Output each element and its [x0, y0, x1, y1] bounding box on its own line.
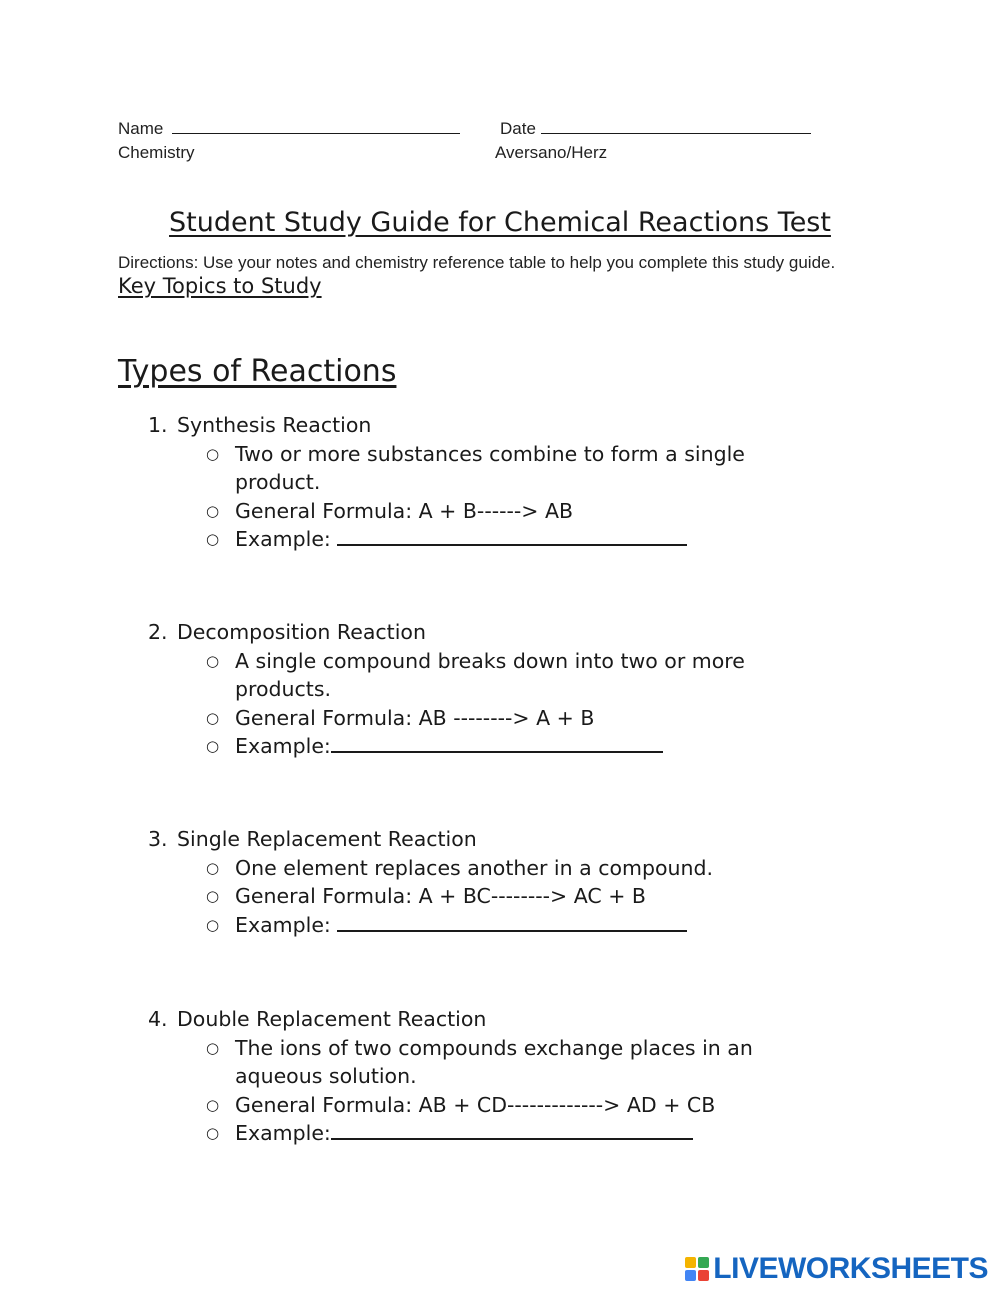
date-blank-line[interactable] [541, 119, 811, 134]
circle-bullet-icon: ○ [206, 1095, 220, 1114]
reaction-title: Double Replacement Reaction [177, 1007, 487, 1031]
bullet-item [206, 704, 848, 733]
bullet-item [206, 854, 848, 883]
bullet-item [206, 882, 848, 911]
circle-bullet-icon: ○ [206, 530, 220, 548]
bullet-item [206, 1091, 848, 1120]
date-label: Date [500, 119, 536, 138]
reaction-item [148, 1005, 848, 1148]
example-label: Example: [235, 1121, 331, 1145]
page-title: Student Study Guide for Chemical Reactions Test [169, 207, 831, 238]
logo-text: LIVEWORKSHEETS [713, 1252, 988, 1285]
bullet-item [206, 525, 848, 554]
bullet-item [206, 497, 848, 526]
example-answer-blank[interactable] [337, 525, 687, 546]
description-line: The ions of two compounds exchange places in an [235, 1035, 753, 1060]
description-line: A single compound breaks down into two or more [235, 648, 745, 673]
general-formula: General Formula: A + B------> AB [235, 498, 574, 523]
bullet-item [206, 647, 848, 704]
bullet-item [206, 440, 848, 497]
example-answer-blank[interactable] [331, 1119, 693, 1140]
reaction-number: 3. [148, 827, 168, 851]
name-label: Name [118, 119, 164, 138]
circle-bullet-icon: ○ [206, 737, 220, 755]
example-answer-blank[interactable] [331, 732, 663, 753]
description-line: aqueous solution. [235, 1064, 417, 1088]
name-field [118, 119, 460, 139]
circle-bullet-icon: ○ [206, 651, 220, 670]
reaction-title: Decomposition Reaction [177, 620, 426, 644]
example-answer-blank[interactable] [337, 911, 687, 932]
reaction-item [148, 825, 848, 939]
description-line: products. [235, 677, 332, 701]
teachers-label: Aversano/Herz [495, 143, 608, 162]
circle-bullet-icon: ○ [206, 887, 220, 905]
liveworksheets-mark-icon [685, 1257, 709, 1281]
reaction-item [148, 618, 848, 761]
circle-bullet-icon: ○ [206, 858, 220, 877]
key-topics-heading: Key Topics to Study [118, 274, 322, 298]
description-line: Two or more substances combine to form a single [235, 441, 745, 466]
liveworksheets-logo [685, 1252, 988, 1286]
date-field [500, 119, 811, 139]
example-label: Example: [235, 734, 331, 758]
circle-bullet-icon: ○ [206, 915, 220, 934]
bullet-item [206, 1119, 848, 1148]
bullet-item [206, 732, 848, 761]
general-formula: General Formula: A + BC--------> AC + B [235, 884, 646, 908]
bullet-item [206, 911, 848, 940]
example-label: Example: [235, 912, 338, 937]
general-formula: General Formula: AB + CD-------------> AD + CB [235, 1092, 716, 1117]
reaction-number: 4. [148, 1007, 168, 1031]
reaction-item [148, 411, 848, 554]
circle-bullet-icon: ○ [206, 444, 220, 463]
directions-text: Directions: Use your notes and chemistry reference table to help you complete this study guide. [118, 253, 836, 272]
reaction-number: 1. [148, 413, 168, 437]
subject-label: Chemistry [118, 143, 195, 162]
reaction-title: Synthesis Reaction [177, 413, 372, 437]
circle-bullet-icon: ○ [206, 1124, 220, 1142]
circle-bullet-icon: ○ [206, 1038, 220, 1057]
section-heading: Types of Reactions [118, 354, 397, 389]
example-label: Example: [235, 527, 338, 551]
circle-bullet-icon: ○ [206, 501, 220, 520]
general-formula: General Formula: AB --------> A + B [235, 705, 595, 730]
name-blank-line[interactable] [172, 119, 460, 134]
circle-bullet-icon: ○ [206, 708, 220, 727]
reaction-title: Single Replacement Reaction [177, 827, 477, 851]
reaction-number: 2. [148, 620, 168, 644]
bullet-item [206, 1034, 848, 1091]
description-line: product. [235, 470, 321, 494]
description-line: One element replaces another in a compound. [235, 855, 714, 880]
